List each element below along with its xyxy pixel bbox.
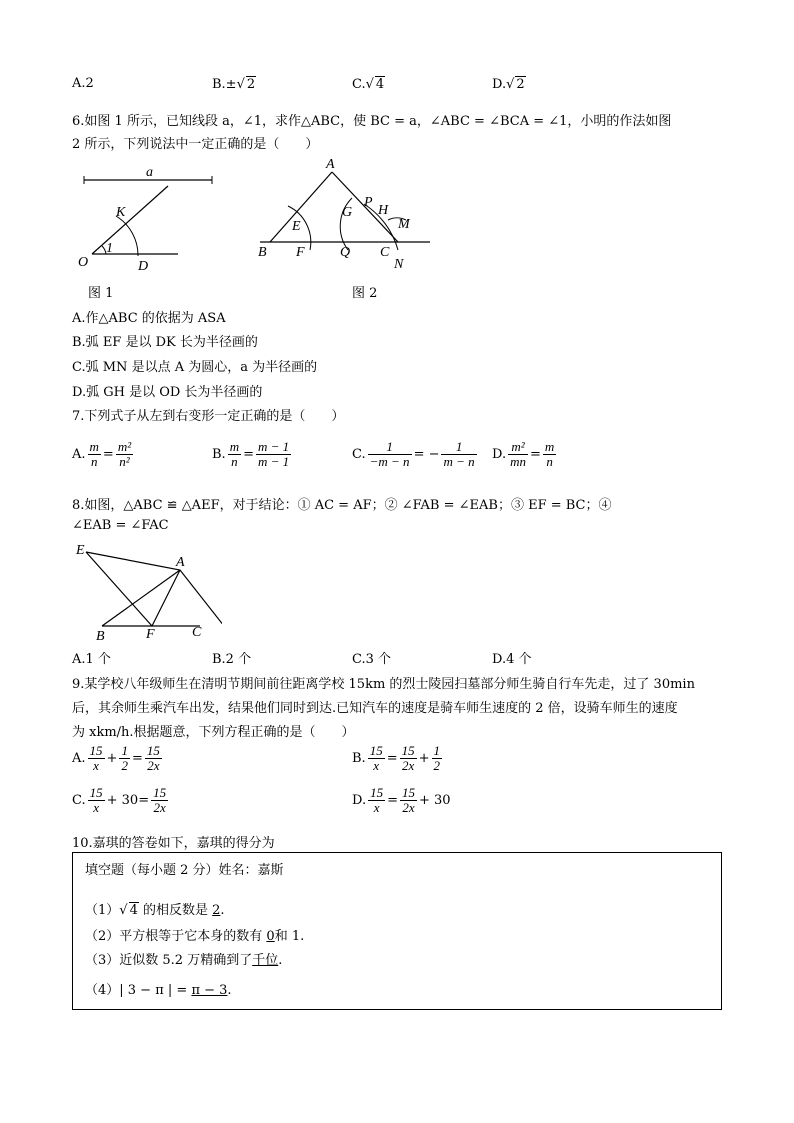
q5-option-c: C.√ 4 xyxy=(352,77,385,92)
q8-stem-line1: 8.如图，△ABC ≌ △AEF，对于结论：① AC = AF；② ∠FAB = ∠EAB；③ EF = BC；④ xyxy=(72,498,612,513)
q7-stem: 7.下列式子从左到右变形一定正确的是（ ） xyxy=(72,409,345,424)
q9-option-c: C. $\frac{15}{x}$ + 30 = $\frac{15}{2x}$ xyxy=(72,785,167,815)
q5-option-a: A.2 xyxy=(72,76,94,91)
fig2-label-h: H xyxy=(378,203,389,218)
q7-option-c: C. $\frac{1}{-m - n}$ = − $\frac{1}{m - n}$ xyxy=(352,439,475,469)
q10-item-4: （4）| 3 − π | = π − 3. xyxy=(85,983,232,998)
q8-option-d: D.4 个 xyxy=(492,652,532,667)
fig2-label-m: M xyxy=(398,217,410,232)
q9-option-b: B. $\frac{15}{x}$ = $\frac{15}{2x}$ + $\frac{1}{2}$ xyxy=(352,743,440,773)
q8-label-c: C xyxy=(192,625,202,640)
q8-option-a: A.1 个 xyxy=(72,652,111,667)
q6-option-b: B.弧 EF 是以 DK 长为半径画的 xyxy=(72,335,258,350)
q9-option-d: D. $\frac{15}{x}$ = $\frac{15}{2x}$ + 30 xyxy=(352,785,451,815)
q7-option-d: D. $\frac{\text{m²}}{mn}$ = $\frac{m}{n}$ xyxy=(492,439,555,469)
q7-option-a: A. $\frac{m}{n}$ = $\frac{\text{m²}}{\text{n²}}$ xyxy=(72,439,132,469)
fig1-label-k: K xyxy=(116,205,126,220)
q6-option-d: D.弧 GH 是以 OD 长为半径画的 xyxy=(72,385,263,400)
fig2-label-n: N xyxy=(394,257,404,272)
q10-answer-box xyxy=(72,852,722,1010)
q8-stem-line2: ∠EAB = ∠FAC xyxy=(72,518,169,533)
q8-label-a: A xyxy=(176,555,185,570)
q10-item-2: （2）平方根等于它本身的数有 0和 1. xyxy=(85,929,305,944)
q7-option-b: B. $\frac{m}{n}$ = $\frac{m - 1}{m - 1}$ xyxy=(212,439,290,469)
fig2-caption: 图 2 xyxy=(352,286,378,301)
q8-option-c: C.3 个 xyxy=(352,652,392,667)
fig2-label-f: F xyxy=(296,245,305,260)
fig2-label-p: P xyxy=(364,195,373,210)
q8-label-b: B xyxy=(96,629,105,642)
q6-figure-2 xyxy=(252,154,437,278)
q10-box-header: 填空题（每小题 2 分）姓名：嘉斯 xyxy=(85,863,284,878)
q8-label-f: F xyxy=(146,627,155,642)
q9-stem-line3: 为 xkm/h.根据题意，下列方程正确的是（ ） xyxy=(72,725,355,740)
fig1-label-a: a xyxy=(146,165,153,180)
q10-stem: 10.嘉琪的答卷如下，嘉琪的得分为 xyxy=(72,836,275,851)
q6-stem-line2: 2 所示，下列说法中一定正确的是（ ） xyxy=(72,137,319,152)
q10-item-1: （1）√ 4 的相反数是 2. xyxy=(85,903,225,918)
q8-label-e: E xyxy=(76,543,85,558)
fig1-label-d: D xyxy=(138,259,149,274)
fig2-label-b: B xyxy=(258,245,267,260)
q6-figure-1 xyxy=(72,156,222,276)
fig2-label-g: G xyxy=(342,205,353,220)
fig2-label-a: A xyxy=(326,157,335,172)
fig1-caption: 图 1 xyxy=(88,286,114,301)
q10-item-3: （3）近似数 5.2 万精确到了千位. xyxy=(85,953,283,968)
q5-option-b: B.±√ 2 xyxy=(212,77,256,92)
fig2-label-e: E xyxy=(292,219,301,234)
fig2-label-c: C xyxy=(380,245,390,260)
q8-option-b: B.2 个 xyxy=(212,652,252,667)
fig1-label-1: 1 xyxy=(106,241,113,256)
q9-stem-line1: 9.某学校八年级师生在清明节期间前往距离学校 15km 的烈士陵园扫墓部分师生骑自行车先走，过了 30min xyxy=(72,677,695,692)
q5-option-d: D.√ 2 xyxy=(492,77,525,92)
q6-stem-line1: 6.如图 1 所示，已知线段 a，∠1，求作△ABC，使 BC = a，∠ABC = ∠BCA = ∠1，小明的作法如图 xyxy=(72,114,672,129)
q8-figure xyxy=(72,540,222,642)
fig2-label-q: Q xyxy=(340,245,351,260)
q9-stem-line2: 后，其余师生乘汽车出发，结果他们同时到达.已知汽车的速度是骑车师生速度的 2 倍，设骑车师生的速度 xyxy=(72,701,678,716)
fig1-label-o: O xyxy=(78,255,89,270)
q9-option-a: A. $\frac{15}{x}$ + $\frac{1}{2}$ = $\frac{15}{2x}$ xyxy=(72,743,160,773)
q6-option-c: C.弧 MN 是以点 A 为圆心，a 为半径画的 xyxy=(72,360,318,375)
q6-option-a: A.作△ABC 的依据为 ASA xyxy=(72,311,226,326)
